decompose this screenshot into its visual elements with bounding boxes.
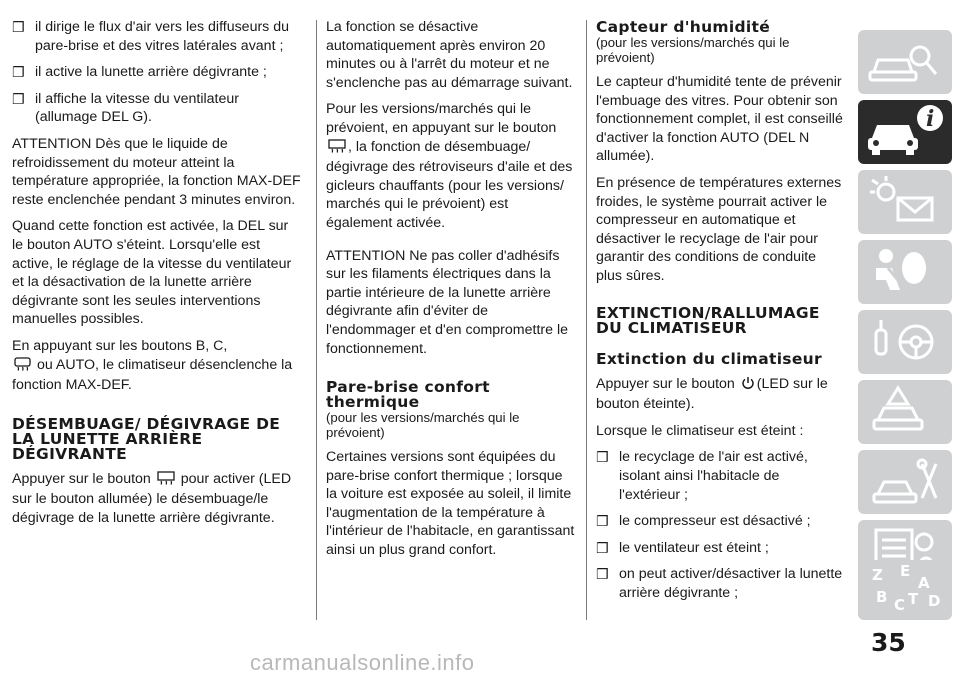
list-item: ❒ on peut activer/désactiver la lunette arrière dégivrante ;	[596, 566, 843, 601]
section-heading: EXTINCTION/RALLUMAGE DU CLIMATISEUR	[596, 303, 820, 337]
power-icon	[741, 376, 755, 396]
paragraph: Le capteur d'humidité tente de prévenir l'embuage des vitres. Pour obtenir son fonctionnement complet, il est conseillé d'activer la fonction AUTO (DEL N allumée).	[596, 74, 843, 165]
paragraph: Pour les versions/marchés qui le prévoient, en appuyant sur le bouton , la fonction de désembuage/ dégivrage des rétroviseurs d'aile et des gicleurs chauffants (pour les versions/ marchés qui le prévoient) est également activée.	[326, 101, 573, 231]
paragraph: Appuyer sur le bouton pour activer (LED sur le bouton allumée) le désembuage/le dégivrage de la lunette arrière dégivrante.	[12, 470, 292, 526]
svg-text:A: A	[918, 574, 930, 592]
subheading-note: (pour les versions/marchés qui le prévoient)	[326, 410, 520, 441]
defrost-icon	[14, 357, 31, 377]
sidebar-tab-search[interactable]	[858, 30, 952, 94]
paragraph: Certaines versions sont équipées du pare-brise confort thermique ; lorsque la voiture est exposée au soleil, il limite l'augmentation de la température à l'intérieur de l'habitacle, en garantissant ainsi un plus grand confort.	[326, 449, 575, 559]
list-item: ❒ il active la lunette arrière dégivrante ;	[12, 64, 267, 81]
key-steering-icon	[858, 310, 952, 374]
maintenance-tools-icon	[858, 450, 952, 514]
section-heading: DÉSEMBUAGE/ DÉGIVRAGE DE LA LUNETTE ARRIÈRE DÉGIVRANTE	[12, 414, 281, 463]
list-item: ❒ le recyclage de l'air est activé, isolant ainsi l'habitacle de l'extérieur ;	[596, 449, 808, 503]
rear-defrost-icon	[328, 139, 346, 159]
list-item: ❒ le ventilateur est éteint ;	[596, 539, 769, 556]
rear-defrost-icon	[157, 471, 175, 491]
paragraph: En appuyant sur les boutons B, C, ou AUTO, le climatiseur désenclenche la fonction MAX-DEF.	[12, 337, 293, 394]
sidebar-tab-dashboard[interactable]	[858, 170, 952, 234]
index-letters-icon	[858, 560, 952, 620]
column-divider	[316, 20, 317, 620]
paragraph: Quand cette fonction est activée, la DEL sur le bouton AUTO s'éteint. Lorsqu'elle est active, le réglage de la vitesse du ventilateur et la désactivation de la lunette arrière dégivrante sont les seules interventions manuelles possibles.	[12, 218, 292, 328]
list-item: ❒ il affiche la vitesse du ventilateur (allumage DEL G).	[12, 90, 239, 126]
car-info-icon	[858, 100, 952, 164]
sidebar-tab-maintenance[interactable]	[858, 450, 952, 514]
paragraph: Appuyer sur le bouton (LED sur le bouton éteinte).	[596, 375, 828, 413]
column-1	[12, 18, 302, 535]
list-item: ❒ le compresseur est désactivé ;	[596, 513, 811, 530]
list-item: ❒ il dirige le flux d'air vers les diffuseurs du pare-brise et des vitres latérales avant ;	[12, 19, 289, 54]
sidebar-tab-safety[interactable]	[858, 240, 952, 304]
watermark: carmanualsonline.info	[250, 650, 475, 675]
paragraph: La fonction se désactive automatiquement après environ 20 minutes ou à l'arrêt du moteur et ne s'enclenche pas au démarrage suivant.	[326, 19, 573, 91]
attention-paragraph: ATTENTION Ne pas coller d'adhésifs sur les filaments électriques dans la partie intérieure de la lunette arrière dégivrante afin d'éviter de l'endommager et d'en compromettre le fonctionnement.	[326, 247, 568, 357]
column-divider	[586, 20, 587, 620]
attention-paragraph: ATTENTION Dès que le liquide de refroidissement du moteur atteint la température appropriée, la fonction MAX-DEF reste enclenchée pendant 3 minutes environ.	[12, 135, 301, 208]
sidebar-tab-emergency[interactable]	[858, 380, 952, 444]
svg-text:i: i	[926, 106, 935, 132]
dashboard-lights-icon	[858, 170, 952, 234]
airbag-safety-icon	[858, 240, 952, 304]
svg-text:B: B	[876, 588, 888, 606]
svg-text:Z: Z	[872, 566, 883, 584]
svg-text:T: T	[908, 590, 919, 608]
emergency-car-icon	[858, 380, 952, 444]
sidebar-tab-controls[interactable]	[858, 310, 952, 374]
section-subheading: Extinction du climatiseur	[596, 349, 822, 368]
svg-text:C: C	[894, 596, 906, 614]
subheading-note: (pour les versions/marchés qui le prévoient)	[596, 35, 790, 65]
column-3	[596, 18, 844, 610]
paragraph: Lorsque le climatiseur est éteint :	[596, 422, 804, 439]
sidebar-tab-index[interactable]	[858, 560, 952, 620]
sidebar-tab-info[interactable]	[858, 100, 952, 164]
page-number: 35	[871, 628, 906, 657]
svg-text:E: E	[900, 562, 911, 580]
svg-text:D: D	[928, 592, 941, 610]
car-search-icon	[858, 30, 952, 94]
section-heading: Pare-brise confort thermique	[326, 378, 490, 412]
column-2	[326, 18, 576, 568]
paragraph: En présence de températures externes froides, le système pourrait activer le compresseur en automatique et désactiver le recyclage de l'air pour garantir des conditions de conduite plus sûres.	[596, 174, 842, 284]
section-heading: Capteur d'humidité	[596, 18, 771, 36]
